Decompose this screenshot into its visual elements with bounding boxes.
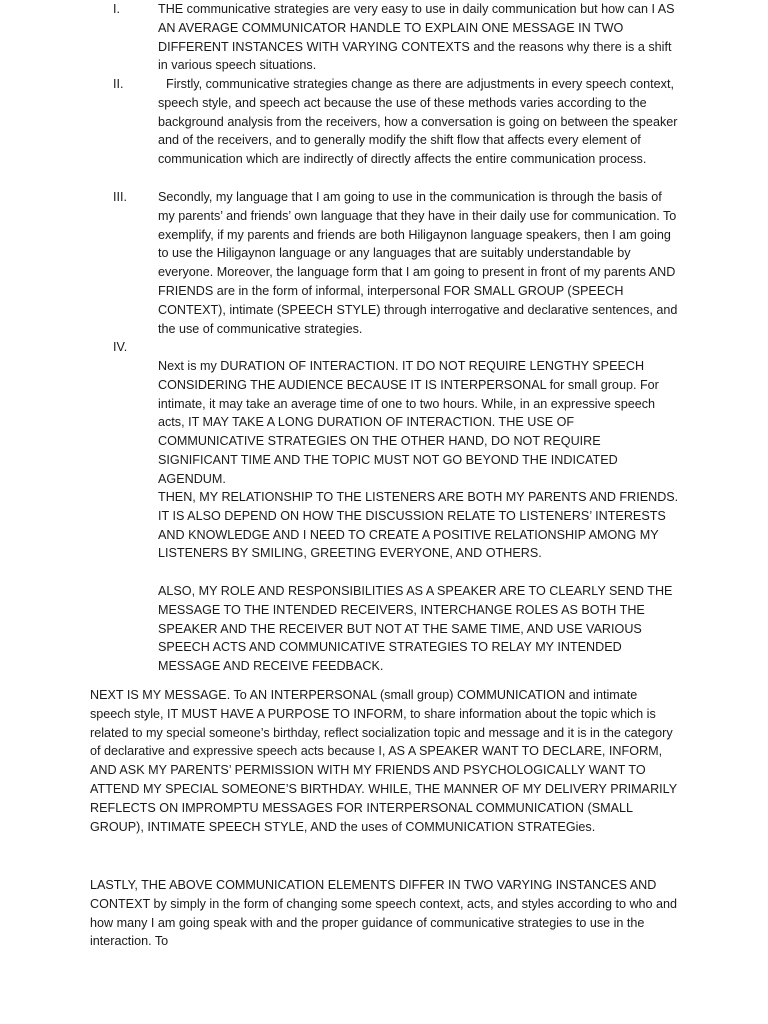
list-numeral-3: III. (113, 190, 127, 204)
list-numeral-4: IV. (113, 340, 128, 354)
list-item-1-text: THE communicative strategies are very easy to use in daily communication but how can I AS AN AVERAGE COMMUNICATOR HANDLE TO EXPLAIN ONE MESSAGE IN TWO DIFFERENT INSTANCES WITH VARYING CONTEXTS and the reasons why there is a shift in various speech situations. (158, 2, 675, 73)
list-item-3-text: Secondly, my language that I am going to use in the communication is through the basis of my parents’ and friends’ own language that they have in their daily use for communication. To exemplify, if my parents and friends are both Hiligaynon language speakers, then I am going to use the Hiligaynon language or any languages that are suitably understandable by everyone. Moreover, the language form that I am going to present in front of my parents AND FRIENDS are in the form of informal, interpersonal FOR SMALL GROUP (SPEECH CONTEXT), intimate (SPEECH STYLE) through interrogative and declarative sentences, and the use of communicative strategies. (158, 190, 678, 336)
list-item-4-paragraph-3: ALSO, MY ROLE AND RESPONSIBILITIES AS A SPEAKER ARE TO CLEARLY SEND THE MESSAGE TO THE INTENDED RECEIVERS, INTERCHANGE ROLES AS BOTH THE SPEAKER AND THE RECEIVER BUT NOT AT THE SAME TIME, AND USE VARIOUS SPEECH ACTS AND COMMUNICATIVE STRATEGIES TO RELAY MY INTENDED MESSAGE AND RECEIVE FEEDBACK. (158, 584, 673, 674)
body-paragraph-lastly: LASTLY, THE ABOVE COMMUNICATION ELEMENTS DIFFER IN TWO VARYING INSTANCES AND CONTEXT by simply in the form of changing some speech context, acts, and styles according to who and how many I am going speak with and the proper guidance of communicative strategies to use in the interaction. To (90, 878, 678, 949)
list-item-2-text: Firstly, communicative strategies change as there are adjustments in every speech context, speech style, and speech act because the use of these methods varies according to the background analysis from the receivers, how a conversation is going on between the speaker and of the receivers, and to generally modify the shift flow that affects every element of communication which are indirectly of directly affects the entire communication process. (158, 77, 678, 167)
list-numeral-2: II. (113, 77, 124, 91)
list-item-4-paragraph-1: Next is my DURATION OF INTERACTION. IT DO NOT REQUIRE LENGTHY SPEECH CONSIDERING THE AUDIENCE BECAUSE IT IS INTERPERSONAL for small group. For intimate, it may take an average time of one to two hours. While, in an expressive speech acts, IT MAY TAKE A LONG DURATION OF INTERACTION. THE USE OF COMMUNICATIVE STRATEGIES ON THE OTHER HAND, DO NOT REQUIRE SIGNIFICANT TIME AND THE TOPIC MUST NOT GO BEYOND THE INDICATED AGENDUM. (158, 359, 659, 486)
list-item-4-paragraph-2: THEN, MY RELATIONSHIP TO THE LISTENERS ARE BOTH MY PARENTS AND FRIENDS. IT IS ALSO DEPEND ON HOW THE DISCUSSION RELATE TO LISTENERS’ INTERESTS AND KNOWLEDGE AND I NEED TO CREATE A POSITIVE RELATIONSHIP AMONG MY LISTENERS BY SMILING, GREETING EVERYONE, AND OTHERS. (158, 490, 679, 561)
list-numeral-1: I. (113, 2, 120, 16)
body-paragraph-message: NEXT IS MY MESSAGE. To AN INTERPERSONAL (small group) COMMUNICATION and intimate speech style, IT MUST HAVE A PURPOSE TO INFORM, to share information about the topic which is related to my special someone’s birthday, reflect socialization topic and message and it is in the category of declarative and expressive speech acts because I, AS A SPEAKER WANT TO DECLARE, INFORM, AND ASK MY PARENTS’ PERMISSION WITH MY FRIENDS AND PSYCHOLOGICALLY WANT TO ATTEND MY SPECIAL SOMEONE’S BIRTHDAY. WHILE, THE MANNER OF MY DELIVERY PRIMARILY REFLECTS ON IMPROMPTU MESSAGES FOR INTERPERSONAL COMMUNICATION (SMALL GROUP), INTIMATE SPEECH STYLE, AND the uses of COMMUNICATION STRATEGies. (90, 688, 677, 834)
